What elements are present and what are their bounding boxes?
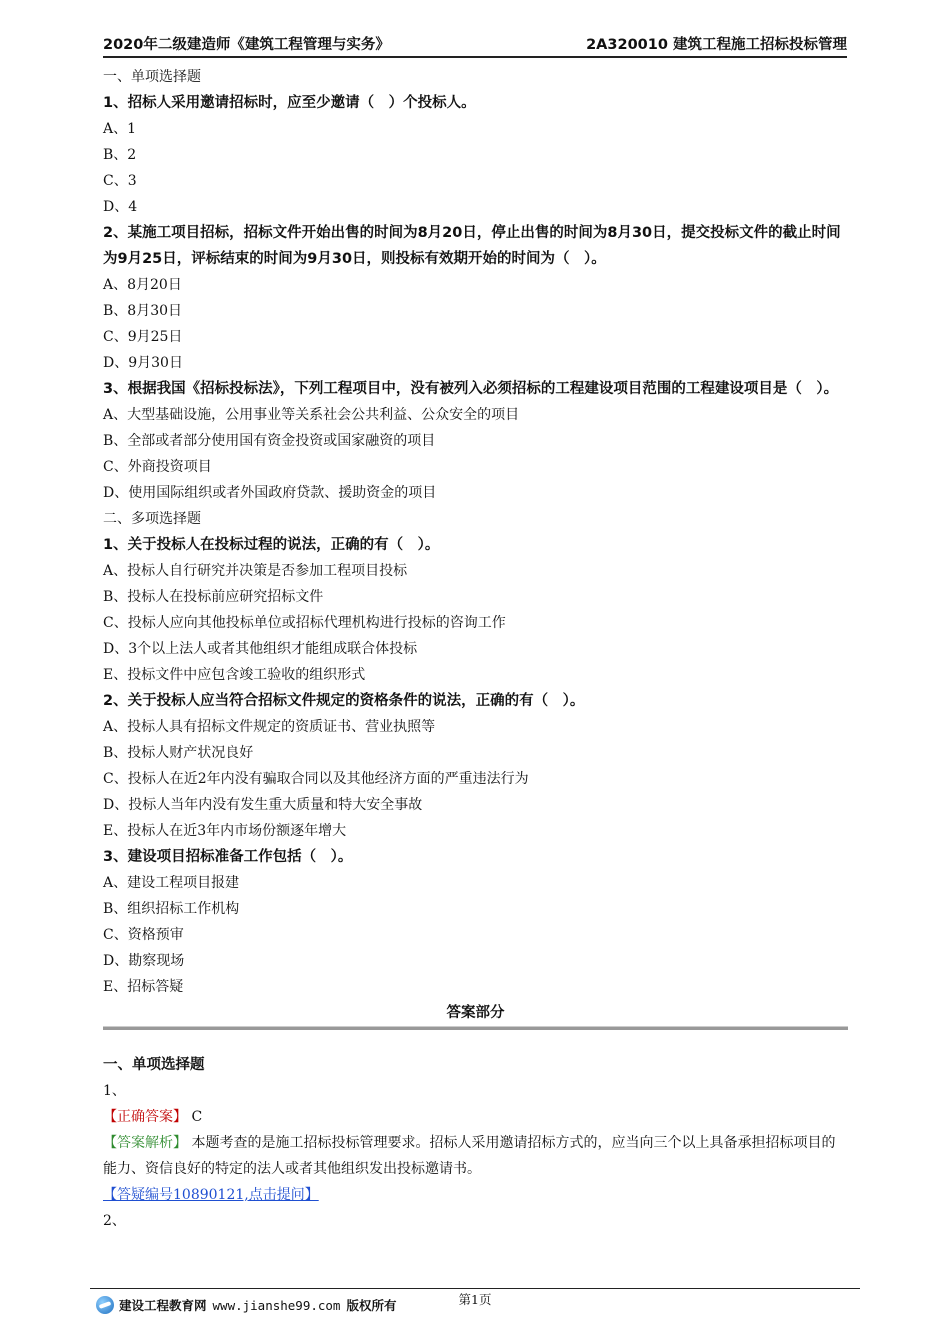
page-number: 第1页 [458, 1292, 492, 1307]
footer-divider [90, 1288, 860, 1289]
option: D、勘察现场 [103, 953, 185, 969]
spacer [103, 1030, 848, 1052]
header-right: 2A320010 建筑工程施工招标投标管理 [586, 37, 847, 53]
section-title-single: 一、单项选择题 [103, 69, 201, 85]
option: C、3 [103, 173, 137, 189]
brand-url[interactable]: www.jianshe99.com [212, 1297, 341, 1313]
analysis-label: 【答案解析】 [103, 1135, 187, 1151]
answer-number: 1、 [103, 1083, 126, 1099]
option: C、投标人在近2年内没有骗取合同以及其他经济方面的严重违法行为 [103, 771, 529, 787]
copyright: 版权所有 [346, 1298, 397, 1313]
answers-title: 答案部分 [446, 1005, 505, 1021]
option: C、资格预审 [103, 927, 184, 943]
option: E、招标答疑 [103, 979, 184, 995]
option: E、投标人在近3年内市场份额逐年增大 [103, 823, 347, 839]
question-stem: 2、关于投标人应当符合招标文件规定的资格条件的说法，正确的有（ ）。 [103, 693, 585, 709]
option: C、9月25日 [103, 329, 183, 345]
correct-answer-value: C [191, 1109, 203, 1125]
question-stem: 1、关于投标人在投标过程的说法，正确的有（ ）。 [103, 537, 440, 553]
question-stem: 3、建设项目招标准备工作包括（ ）。 [103, 849, 353, 865]
option: B、组织招标工作机构 [103, 901, 240, 917]
option: C、外商投资项目 [103, 459, 212, 475]
correct-answer-label: 【正确答案】 [103, 1109, 187, 1125]
answer-number: 2、 [103, 1213, 126, 1229]
option: B、投标人在投标前应研究招标文件 [103, 589, 324, 605]
option: A、投标人自行研究并决策是否参加工程项目投标 [103, 563, 408, 579]
option: E、投标文件中应包含竣工验收的组织形式 [103, 667, 366, 683]
option: D、4 [103, 199, 138, 215]
option: D、9月30日 [103, 355, 183, 371]
option: A、8月20日 [103, 277, 182, 293]
footer-brand [96, 1296, 396, 1314]
option: B、8月30日 [103, 303, 183, 319]
ask-question-link[interactable]: 【答疑编号10890121,点击提问】 [103, 1187, 319, 1203]
option: D、投标人当年内没有发生重大质量和特大安全事故 [103, 797, 423, 813]
analysis-paragraph [103, 1130, 848, 1182]
option: C、投标人应向其他投标单位或招标代理机构进行投标的咨询工作 [103, 615, 506, 631]
option: A、1 [103, 121, 137, 137]
option: A、大型基础设施，公用事业等关系社会公共利益、公众安全的项目 [103, 407, 520, 423]
question-stem: 3、根据我国《招标投标法》，下列工程项目中，没有被列入必须招标的工程建设项目范围的工程建设项目是（ ）。 [103, 381, 839, 397]
question-stem: 1、招标人采用邀请招标时，应至少邀请（ ）个投标人。 [103, 95, 476, 111]
page-header [103, 30, 847, 58]
correct-answer-row [103, 1104, 848, 1130]
answers-section-title: 一、单项选择题 [103, 1057, 205, 1073]
header-left: 2020年二级建造师《建筑工程管理与实务》 [103, 37, 390, 53]
option: A、投标人具有招标文件规定的资质证书、营业执照等 [103, 719, 436, 735]
option: B、2 [103, 147, 137, 163]
section-title-multi: 二、多项选择题 [103, 511, 201, 527]
option: D、使用国际组织或者外国政府贷款、援助资金的项目 [103, 485, 437, 501]
option: A、建设工程项目报建 [103, 875, 240, 891]
analysis-text: 本题考查的是施工招标投标管理要求。招标人采用邀请招标方式的，应当向三个以上具备承担招标项目的能力、资信良好的特定的法人或者其他组织发出投标邀请书。 [103, 1135, 836, 1177]
document-body [103, 64, 848, 1234]
question-stem: 2、某施工项目招标，招标文件开始出售的时间为8月20日，停止出售的时间为8月30日，提交投标文件的截止时间为9月25日，评标结束的时间为9月30日，则投标有效期开始的时间为（ ）。 [103, 225, 841, 267]
brand-logo-icon [96, 1296, 114, 1314]
ask-question-row [103, 1182, 848, 1208]
option: B、全部或者部分使用国有资金投资或国家融资的项目 [103, 433, 436, 449]
option: B、投标人财产状况良好 [103, 745, 254, 761]
brand-name: 建设工程教育网 [119, 1298, 207, 1313]
option: D、3个以上法人或者其他组织才能组成联合体投标 [103, 641, 418, 657]
